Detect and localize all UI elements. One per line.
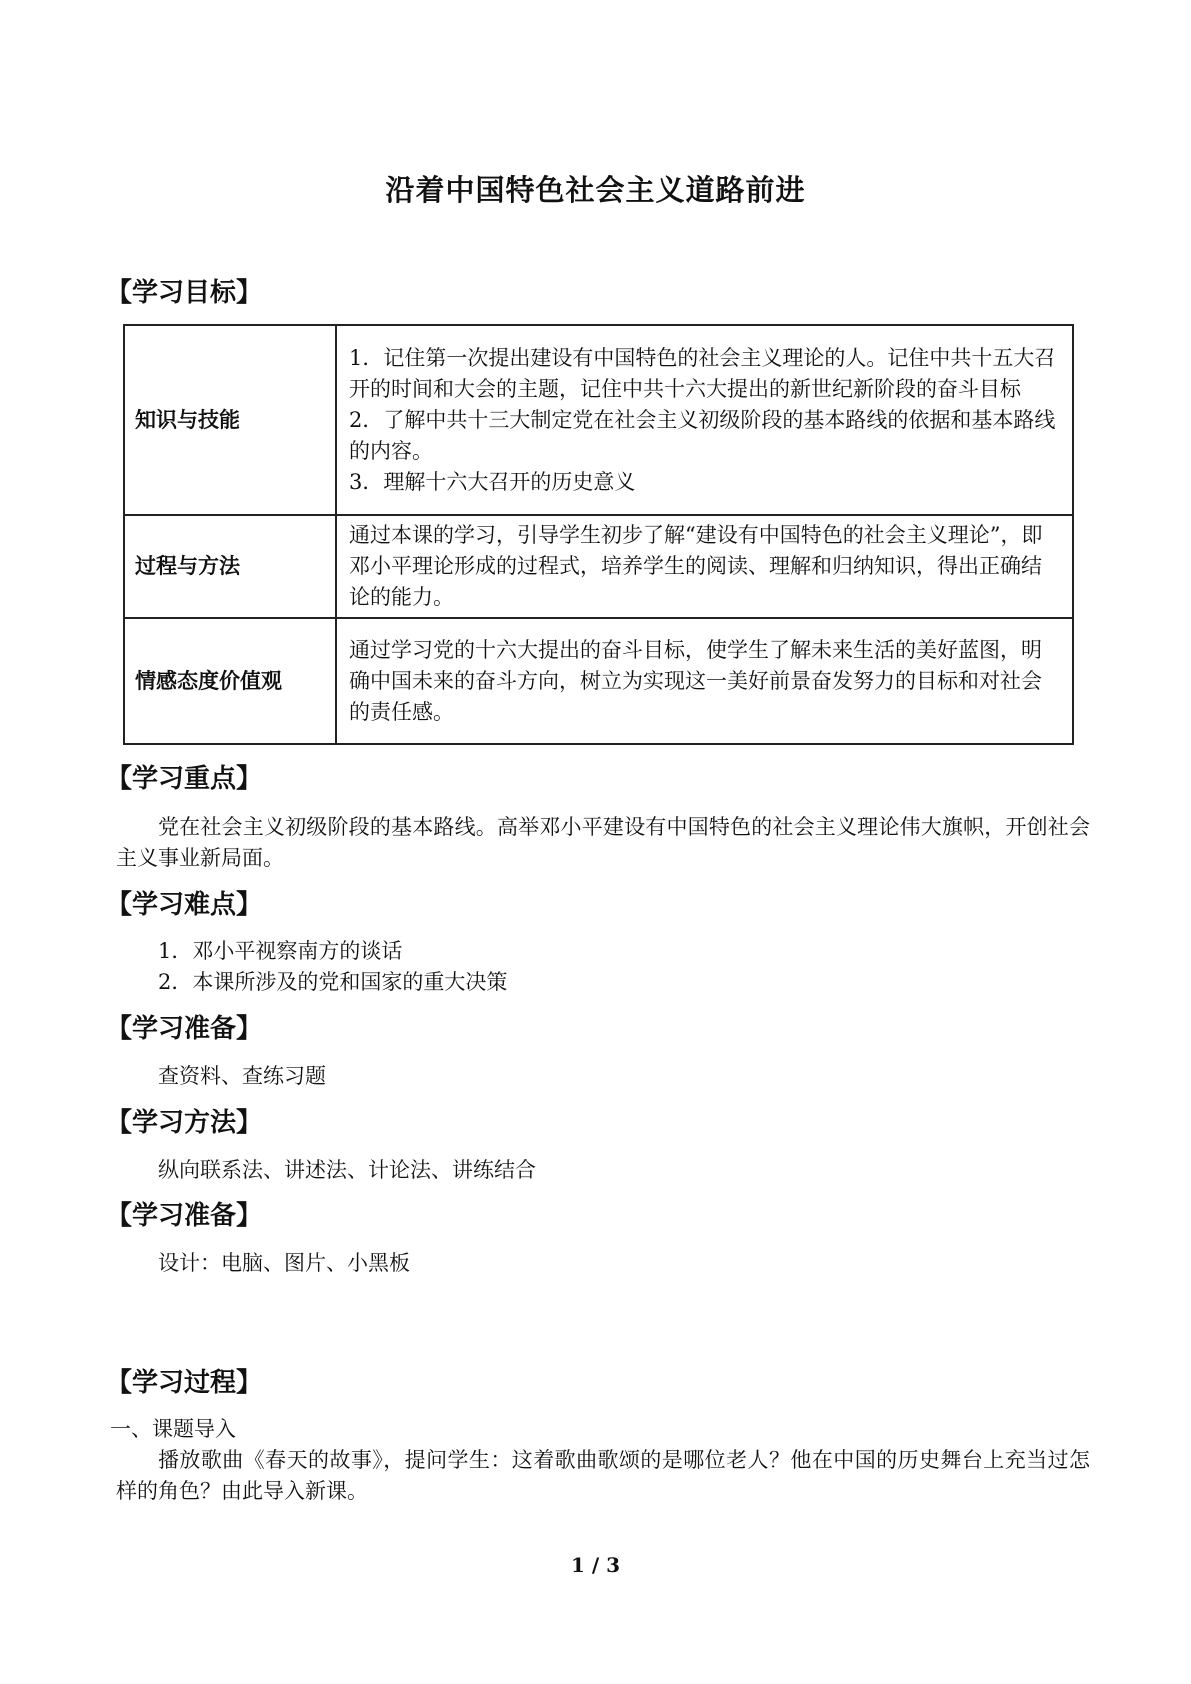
difficulties-heading: 【学习难点】 [106, 890, 263, 920]
preparation2-text: 设计：电脑、图片、小黑板 [158, 1251, 410, 1275]
table-row [124, 618, 1073, 744]
methods-text: 纵向联系法、讲述法、计论法、讲练结合 [158, 1158, 536, 1182]
row-content-knowledge [336, 325, 1073, 515]
row-label-knowledge: 知识与技能 [124, 325, 336, 515]
key-points-text: 党在社会主义初级阶段的基本路线。高举邓小平建设有中国特色的社会主义理论伟大旗帜，开创社会主义事业新局面。 [116, 815, 1090, 870]
table-row [124, 515, 1073, 618]
methods-heading: 【学习方法】 [106, 1108, 263, 1138]
attitude-text: 通过学习党的十六大提出的奋斗目标，使学生了解未来生活的美好蓝图，明确中国未来的奋斗方向，树立为实现这一美好前景奋发努力的目标和对社会的责任感。 [349, 637, 1042, 724]
key-points-heading: 【学习重点】 [106, 764, 263, 794]
process-heading: 【学习过程】 [106, 1368, 263, 1398]
page-number: 1 / 3 [570, 1553, 621, 1577]
knowledge-item-2: 2．了解中共十三大制定党在社会主义初级阶段的基本路线的依据和基本路线的内容。 [349, 407, 1056, 463]
objectives-table [123, 324, 1074, 745]
row-content-attitude [336, 618, 1073, 744]
process-text: 播放歌曲《春天的故事》，提问学生：这着歌曲歌颂的是哪位老人？他在中国的历史舞台上充当过怎样的角色？由此导入新课。 [116, 1448, 1090, 1503]
preparation-heading: 【学习准备】 [106, 1014, 263, 1044]
objectives-heading: 【学习目标】 [106, 278, 263, 308]
row-label-attitude: 情感态度价值观 [124, 618, 336, 744]
difficulty-item-2: 2．本课所涉及的党和国家的重大决策 [158, 970, 508, 994]
page-title: 沿着中国特色社会主义道路前进 [385, 173, 806, 207]
table-row [124, 325, 1073, 515]
difficulty-item-1: 1．邓小平视察南方的谈话 [158, 939, 403, 963]
knowledge-item-3: 3．理解十六大召开的历史意义 [349, 469, 636, 494]
preparation2-heading: 【学习准备】 [106, 1201, 263, 1231]
row-content-process [336, 515, 1073, 618]
preparation-text: 查资料、查练习题 [158, 1064, 326, 1088]
process-subheading: 一、课题导入 [110, 1417, 236, 1441]
process-text: 通过本课的学习，引导学生初步了解“建设有中国特色的社会主义理论”，即邓小平理论形成的过程式，培养学生的阅读、理解和归纳知识，得出正确结论的能力。 [349, 523, 1043, 609]
knowledge-item-1: 1．记住第一次提出建设有中国特色的社会主义理论的人。记住中共十五大召开的时间和大会的主题，记住中共十六大提出的新世纪新阶段的奋斗目标 [349, 345, 1056, 401]
row-label-process: 过程与方法 [124, 515, 336, 618]
